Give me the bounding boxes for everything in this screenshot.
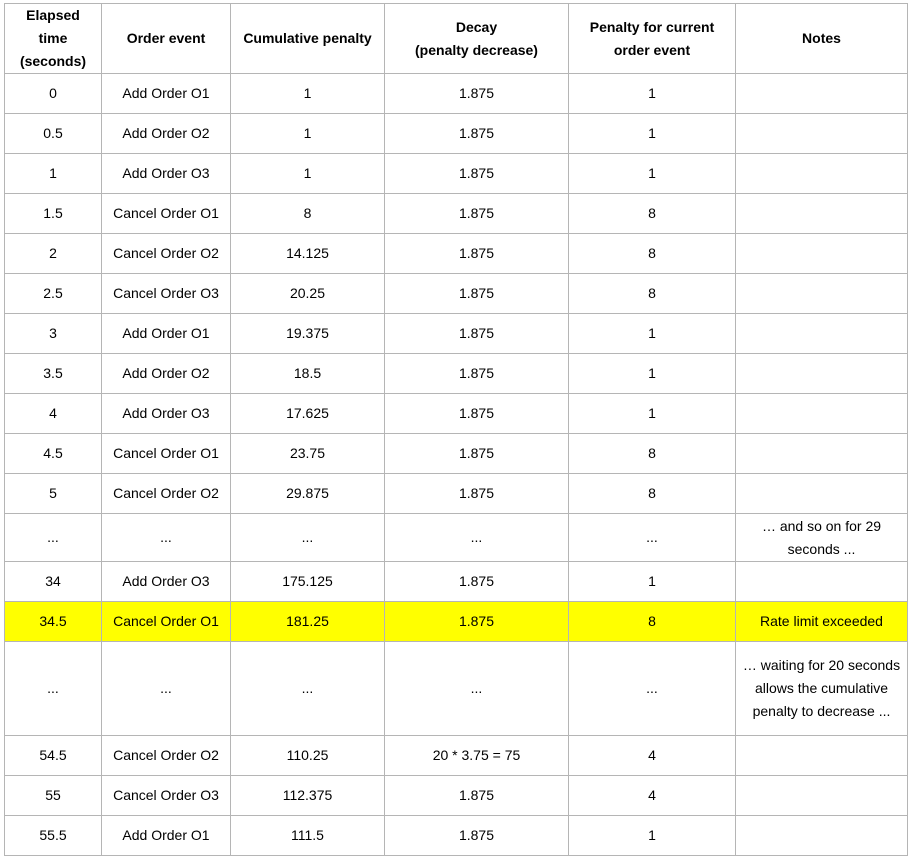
cell-order-event: Add Order O2 <box>102 114 231 154</box>
cell-penalty-current: 8 <box>569 194 736 234</box>
table-row <box>5 314 908 354</box>
header-elapsed-time: Elapsed time (seconds) <box>5 4 102 74</box>
table-row <box>5 74 908 114</box>
cell-cumulative-penalty: 181.25 <box>231 602 385 642</box>
cell-notes: Rate limit exceeded <box>736 602 908 642</box>
header-cumulative-penalty: Cumulative penalty <box>231 4 385 74</box>
cell-decay: 1.875 <box>385 816 569 856</box>
cell-cumulative-penalty: 14.125 <box>231 234 385 274</box>
cell-cumulative-penalty: 29.875 <box>231 474 385 514</box>
cell-cumulative-penalty: 110.25 <box>231 736 385 776</box>
cell-notes <box>736 816 908 856</box>
table-row <box>5 602 908 642</box>
cell-elapsed-time: ... <box>5 514 102 562</box>
cell-decay: 1.875 <box>385 434 569 474</box>
cell-elapsed-time: 55.5 <box>5 816 102 856</box>
cell-elapsed-time: 34 <box>5 562 102 602</box>
cell-notes <box>736 434 908 474</box>
cell-order-event: Add Order O3 <box>102 562 231 602</box>
cell-cumulative-penalty: 20.25 <box>231 274 385 314</box>
cell-notes <box>736 776 908 816</box>
table-row <box>5 114 908 154</box>
cell-cumulative-penalty: 17.625 <box>231 394 385 434</box>
cell-cumulative-penalty: 1 <box>231 154 385 194</box>
cell-notes: … waiting for 20 seconds allows the cumulative penalty to decrease ... <box>736 642 908 736</box>
cell-penalty-current: 1 <box>569 562 736 602</box>
cell-order-event: Cancel Order O1 <box>102 602 231 642</box>
cell-elapsed-time: 3 <box>5 314 102 354</box>
cell-elapsed-time: 0.5 <box>5 114 102 154</box>
cell-penalty-current: 1 <box>569 816 736 856</box>
cell-elapsed-time: 2.5 <box>5 274 102 314</box>
cell-order-event: Cancel Order O3 <box>102 274 231 314</box>
cell-penalty-current: 1 <box>569 394 736 434</box>
cell-notes <box>736 474 908 514</box>
cell-cumulative-penalty: 1 <box>231 114 385 154</box>
cell-cumulative-penalty: 8 <box>231 194 385 234</box>
cell-elapsed-time: 55 <box>5 776 102 816</box>
table-row <box>5 474 908 514</box>
cell-order-event: Add Order O1 <box>102 314 231 354</box>
cell-penalty-current: 1 <box>569 114 736 154</box>
cell-order-event: ... <box>102 642 231 736</box>
table-row <box>5 154 908 194</box>
cell-notes <box>736 394 908 434</box>
cell-penalty-current: 1 <box>569 154 736 194</box>
table-row <box>5 736 908 776</box>
cell-order-event: Cancel Order O2 <box>102 736 231 776</box>
cell-decay: 1.875 <box>385 74 569 114</box>
cell-decay: 1.875 <box>385 234 569 274</box>
cell-penalty-current: 8 <box>569 434 736 474</box>
cell-order-event: Add Order O1 <box>102 74 231 114</box>
cell-order-event: Cancel Order O2 <box>102 234 231 274</box>
table-row <box>5 234 908 274</box>
table-row <box>5 354 908 394</box>
cell-notes <box>736 114 908 154</box>
cell-cumulative-penalty: ... <box>231 514 385 562</box>
cell-penalty-current: 1 <box>569 354 736 394</box>
cell-cumulative-penalty: 112.375 <box>231 776 385 816</box>
cell-penalty-current: ... <box>569 514 736 562</box>
cell-elapsed-time: 54.5 <box>5 736 102 776</box>
cell-penalty-current: 4 <box>569 736 736 776</box>
cell-decay: 1.875 <box>385 194 569 234</box>
cell-notes: … and so on for 29 seconds ... <box>736 514 908 562</box>
cell-order-event: Add Order O1 <box>102 816 231 856</box>
cell-penalty-current: 8 <box>569 234 736 274</box>
cell-order-event: Cancel Order O1 <box>102 434 231 474</box>
cell-notes <box>736 274 908 314</box>
cell-elapsed-time: 1 <box>5 154 102 194</box>
cell-decay: 1.875 <box>385 562 569 602</box>
table-row <box>5 194 908 234</box>
cell-decay: 1.875 <box>385 154 569 194</box>
header-order-event: Order event <box>102 4 231 74</box>
cell-cumulative-penalty: 175.125 <box>231 562 385 602</box>
cell-decay: 1.875 <box>385 776 569 816</box>
cell-order-event: Add Order O3 <box>102 154 231 194</box>
cell-elapsed-time: 3.5 <box>5 354 102 394</box>
table-row <box>5 274 908 314</box>
table-row <box>5 642 908 736</box>
cell-order-event: Add Order O2 <box>102 354 231 394</box>
penalty-table <box>4 3 908 856</box>
table-row <box>5 434 908 474</box>
cell-elapsed-time: 4 <box>5 394 102 434</box>
cell-notes <box>736 562 908 602</box>
cell-elapsed-time: 1.5 <box>5 194 102 234</box>
cell-penalty-current: 4 <box>569 776 736 816</box>
table-row <box>5 562 908 602</box>
cell-decay: 1.875 <box>385 394 569 434</box>
cell-elapsed-time: 0 <box>5 74 102 114</box>
header-decay: Decay (penalty decrease) <box>385 4 569 74</box>
table-row <box>5 394 908 434</box>
cell-cumulative-penalty: 18.5 <box>231 354 385 394</box>
cell-decay: 1.875 <box>385 314 569 354</box>
cell-notes <box>736 736 908 776</box>
cell-penalty-current: 1 <box>569 314 736 354</box>
cell-penalty-current: 1 <box>569 74 736 114</box>
cell-penalty-current: 8 <box>569 602 736 642</box>
cell-elapsed-time: ... <box>5 642 102 736</box>
cell-cumulative-penalty: 111.5 <box>231 816 385 856</box>
cell-notes <box>736 74 908 114</box>
cell-decay: 1.875 <box>385 354 569 394</box>
cell-order-event: Cancel Order O2 <box>102 474 231 514</box>
cell-cumulative-penalty: 19.375 <box>231 314 385 354</box>
cell-order-event: Cancel Order O3 <box>102 776 231 816</box>
cell-notes <box>736 194 908 234</box>
cell-elapsed-time: 2 <box>5 234 102 274</box>
cell-notes <box>736 154 908 194</box>
header-row <box>5 4 908 74</box>
header-penalty-current: Penalty for current order event <box>569 4 736 74</box>
table-row <box>5 776 908 816</box>
table-row <box>5 514 908 562</box>
cell-decay: 1.875 <box>385 602 569 642</box>
cell-decay: 1.875 <box>385 474 569 514</box>
cell-notes <box>736 354 908 394</box>
cell-decay: 20 * 3.75 = 75 <box>385 736 569 776</box>
cell-notes <box>736 234 908 274</box>
cell-decay: ... <box>385 642 569 736</box>
cell-notes <box>736 314 908 354</box>
cell-cumulative-penalty: 23.75 <box>231 434 385 474</box>
cell-decay: 1.875 <box>385 274 569 314</box>
cell-penalty-current: 8 <box>569 274 736 314</box>
cell-cumulative-penalty: 1 <box>231 74 385 114</box>
cell-elapsed-time: 5 <box>5 474 102 514</box>
cell-order-event: Add Order O3 <box>102 394 231 434</box>
cell-order-event: Cancel Order O1 <box>102 194 231 234</box>
cell-cumulative-penalty: ... <box>231 642 385 736</box>
cell-decay: ... <box>385 514 569 562</box>
header-notes: Notes <box>736 4 908 74</box>
cell-penalty-current: 8 <box>569 474 736 514</box>
cell-elapsed-time: 34.5 <box>5 602 102 642</box>
cell-elapsed-time: 4.5 <box>5 434 102 474</box>
cell-penalty-current: ... <box>569 642 736 736</box>
cell-order-event: ... <box>102 514 231 562</box>
table-row <box>5 816 908 856</box>
cell-decay: 1.875 <box>385 114 569 154</box>
